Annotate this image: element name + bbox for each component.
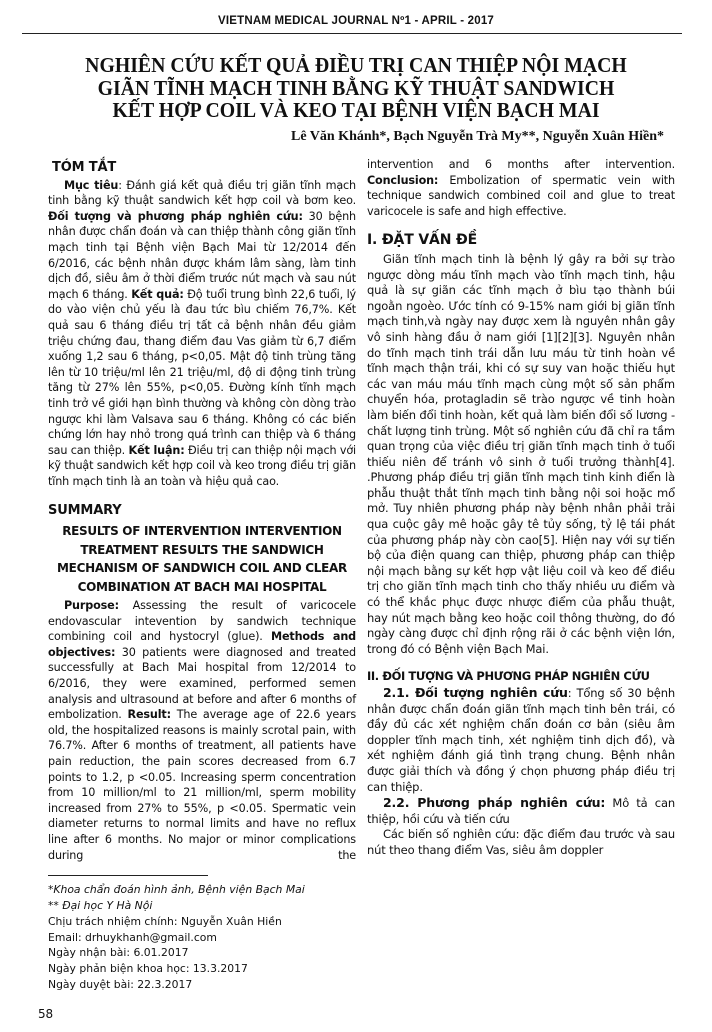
label: Methods and objectives: [48, 630, 356, 659]
summary-text [48, 598, 356, 863]
label: Purpose: [64, 599, 119, 613]
summary-title-line: TREATMENT RESULTS THE SANDWICH [80, 542, 324, 557]
abstract-vi-text [48, 178, 356, 490]
accepted-date: Ngày duyệt bài: 22.3.2017 [48, 977, 193, 991]
affiliation-2 [48, 898, 356, 914]
text: Assessing the result of varicocele endovascular intevention by sandwich technique combining coil and hystocryl (glue). [48, 599, 356, 644]
text: : Đánh giá kết quả điều trị giãn tĩnh mạch tinh bằng kỹ thuật sandwich kết hợp coil và bơm keo. [48, 178, 356, 208]
section-2-2-text [367, 795, 675, 827]
affiliation-1 [48, 882, 356, 898]
footnote-rule [48, 875, 208, 876]
label: Result: [127, 708, 171, 722]
text: ** Đại học Y Hà Nội [48, 898, 153, 912]
section-1-text: Giãn tĩnh mạch tinh là bệnh lý gây ra bởi sự trào ngược dòng máu tĩnh mạch vào tĩnh mạch tinh, hậu quả là sự giãn các tĩnh mạch ở bìu tạo thành búi ngoằn ngoèo. Ước tính có 9-15% nam giới bị giãn tĩnh mạch tinh,và ngày nay được xem là nguyên nhân gây vô sinh hàng đầu ở nam giới [1][2][3]. Nguyên nhân do tĩnh mạch tinh trái dẫn lưu máu từ tinh hoàn về tĩnh mạch thận trái, khi có sự suy van hoặc thiếu hụt các van máu máu tĩnh mạch cùng một số sản phẩm chuyển hóa, protagladin sẽ trào ngược về tinh hoàn làm biến đổi tinh hoàn, kết quả làm biến đổi số lương - chất lượng tinh trùng. Một số nghiên cứu đã chỉ ra tầm quan trọng của việc điều trị giãn tĩnh mạch tinh ở tuổi thiếu niên để tránh vô sinh ở tuổi trưởng thành[4]. .Phương pháp điều trị giãn tĩnh mạch tinh kinh điển là phẫu thuật thắt tĩnh mạch tinh bằng nội soi hoặc mổ mở. Tuy nhiên phương pháp này bệnh nhân phải trải qua cuộc gây mê hoặc gây tê tủy sống, tỷ lệ tái phát của phương pháp này còn cao[5]. Hiện nay với sự tiến bộ của điện quang can thiệp, phương pháp can thiệp nội mạch bằng sự kết hợp vật liệu coil và keo để điều trị cho giãn tĩnh mạch tinh cho thấy nhiều ưu điểm và có thể khắc phục được nhược điểm của phẫu thuật, hay nút mạch bằng keo hoặc coil thông thường, do đó ngày càng được chỉ định rộng rãi ở các bệnh viện lớn, trong đó có Bệnh viện Bạch Mai. [367, 251, 675, 656]
label: Đối tượng và phương pháp nghiên cứu: [48, 209, 303, 223]
text: Độ tuổi trung bình 22,6 tuổi, lý do vào viện chủ yếu là đau tức bìu chiếm 76,7%. Kết quả sau 6 tháng điều trị tất cả bệnh nhân đều giảm triệu chứng đau, thang điểm đau Vas giảm từ 6,7 điểm xuống 1,2 sau 6 tháng, p<0,05. Mật độ tinh trùng tăng lên từ 10 triệu/ml lên 21 triệu/ml, độ di động tinh trùng tăng từ 27% lên 55%, p<0,05. Đường kính tĩnh mạch tinh trở về giới hạn bình thường và không còn dòng trào ngược khi làm Valsava sau 6 tháng. Không có các biến chứng lớn hay nhỏ trong quá trình can thiệp và 6 tháng sau can thiệp. [48, 287, 357, 457]
article-title [28, 54, 683, 122]
text: *Khoa chẩn đoán hình ảnh, Bệnh viện Bạch Mai [48, 883, 305, 897]
section-1-heading: I. ĐẶT VẤN ĐỀ [367, 232, 477, 249]
abstract-vi-heading: TÓM TẮT [52, 160, 117, 175]
corresponding-author: Chịu trách nhiệm chính: Nguyễn Xuân Hiền [48, 914, 282, 928]
section-2-variables-text: Các biến số nghiên cứu: đặc điểm đau trước và sau nút theo thang điểm Vas, siêu âm doppler [367, 827, 675, 857]
summary-title-line: MECHANISM OF SANDWICH COIL AND CLEAR [57, 561, 347, 576]
journal-header: VIETNAM MEDICAL JOURNAL Nº1 - APRIL - 2017 [217, 15, 495, 27]
authors: Lê Văn Khánh*, Bạch Nguyễn Trà My**, Nguyễn Xuân Hiền* [290, 129, 664, 144]
text: intervention and 6 months after intervention. [367, 158, 675, 171]
section-2-heading: II. ĐỐI TƯỢNG VÀ PHƯƠNG PHÁP NGHIÊN CỨU [367, 669, 650, 684]
text: : Tổng số 30 bệnh nhân được chẩn đoán giãn tĩnh mạch tinh bên trái, có đầy đủ các xét nghiệm chẩn đoán cơ bản (siêu âm doppler tĩnh mạch tinh, xét nghiệm tinh dịch đồ), và xét nghiệm đánh giá tình trạng chung. Bệnh nhân được giải thích và đồng ý chọn phương pháp điều trị can thiệp. [367, 686, 675, 794]
summary-title-line: RESULTS OF INTERVENTION INTERVENTION [62, 524, 342, 539]
label: Mục tiêu [64, 178, 119, 192]
summary-heading: SUMMARY [48, 503, 122, 519]
summary-text-continued [367, 157, 675, 219]
title-line: NGHIÊN CỨU KẾT QUẢ ĐIỀU TRỊ CAN THIỆP NỘI MẠCH [85, 53, 627, 77]
summary-title [48, 522, 356, 596]
text: Embolization of spermatic vein with technique sandwich combined coil and glue to treat varicocele is safe and high effective. [367, 173, 675, 218]
text: 30 bệnh nhân được chẩn đoán và can thiệp thành công giãn tĩnh mạch tinh tại Bệnh viện Bạch Mai từ 12/2014 đến 6/2016, các bệnh nhân được khám lâm sàng, làm tinh dịch đồ, siêu âm ở thời điểm trước nút mạch và sau nút mạch 6 tháng. [48, 209, 356, 301]
footnotes [48, 882, 356, 993]
text: Điều trị can thiệp nội mạch với kỹ thuật sandwich kết hợp coil và keo trong điều trị giãn tĩnh mạch tinh là an toàn và hiệu quả cao. [48, 443, 357, 488]
label: 2.2. Phương pháp nghiên cứu: [383, 795, 606, 811]
received-date: Ngày nhận bài: 6.01.2017 [48, 946, 189, 960]
label: Kết luận: [128, 443, 185, 457]
page-number: 58 [38, 1006, 53, 1021]
title-line: KẾT HỢP COIL VÀ KEO TẠI BỆNH VIỆN BẠCH MAI [112, 98, 600, 122]
text: Mô tả can thiệp, hồi cứu và tiến cứu [367, 796, 675, 826]
label: 2.1. Đối tượng nghiên cứu [383, 685, 568, 700]
header-rule [22, 33, 682, 34]
review-date: Ngày phản biện khoa học: 13.3.2017 [48, 962, 248, 976]
text: The average age of 22.6 years old, the hospitalized reasons is mainly scrotal pain, with 76.7%. After 6 months of treatment, all patients have pain reduction, the pain scores decreased from 6.7 points to 1.2, p <0.05. Increasing sperm concentration from 10 million/ml to 21 million/ml, sperm mobility increased from 27% to 55%, p <0.05. Spermatic vein diameter returns to normal limits and have no reflux line after 6 months. No major or minor complications during the [48, 708, 356, 862]
summary-title-line: COMBINATION AT BACH MAI HOSPITAL [77, 579, 327, 594]
label: Conclusion: [367, 173, 439, 187]
label: Kết quả: [131, 287, 184, 301]
text: 30 patients were diagnosed and treated successfully at Bach Mai hospital from 12/2014 to 6/2016, they were examined, performed semen analysis and ultrasound at before and after 6 months of embolization. [48, 645, 356, 722]
section-2-1-text [367, 685, 675, 795]
title-line: GIÃN TĨNH MẠCH TINH BẰNG KỸ THUẬT SANDWICH [97, 75, 615, 100]
left-column [38, 160, 357, 1022]
right-column [367, 157, 675, 859]
email: Email: drhuykhanh@gmail.com [48, 930, 217, 944]
